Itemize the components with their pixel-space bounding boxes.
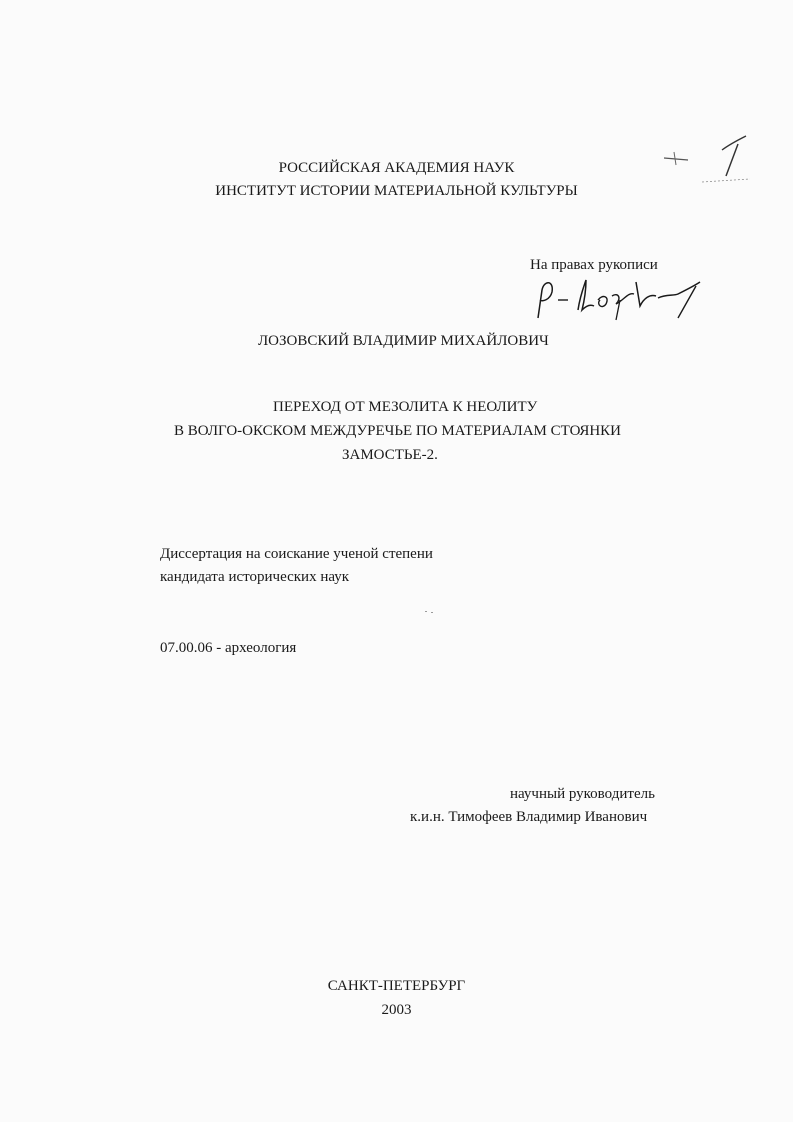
title-line-1: ПЕРЕХОД ОТ МЕЗОЛИТА К НЕОЛИТУ	[273, 399, 538, 415]
year: 2003	[381, 1002, 412, 1018]
author-signature	[528, 270, 713, 330]
specialty-code: 07.00.06 - археология	[160, 640, 297, 656]
title-line-2: В ВОЛГО-ОКСКОМ МЕЖДУРЕЧЬЕ ПО МАТЕРИАЛАМ СТОЯНКИ	[174, 423, 622, 439]
dissertation-line-1: Диссертация на соискание ученой степени	[160, 546, 433, 562]
supervisor-role: научный руководитель	[510, 786, 655, 802]
dissertation-line-2: кандидата исторических наук	[160, 569, 350, 585]
scan-speck	[425, 611, 427, 612]
title-line-3: ЗАМОСТЬЕ-2.	[342, 447, 438, 463]
manuscript-note: На правах рукописи	[530, 257, 658, 273]
scan-speck	[431, 612, 433, 613]
author-name: ЛОЗОВСКИЙ ВЛАДИМИР МИХАЙЛОВИЧ	[258, 333, 549, 349]
city: САНКТ-ПЕТЕРБУРГ	[327, 978, 466, 994]
academy-heading: РОССИЙСКАЯ АКАДЕМИЯ НАУК	[278, 160, 515, 176]
supervisor-name: к.и.н. Тимофеев Владимир Иванович	[410, 809, 648, 825]
institute-heading: ИНСТИТУТ ИСТОРИИ МАТЕРИАЛЬНОЙ КУЛЬТУРЫ	[215, 183, 578, 199]
